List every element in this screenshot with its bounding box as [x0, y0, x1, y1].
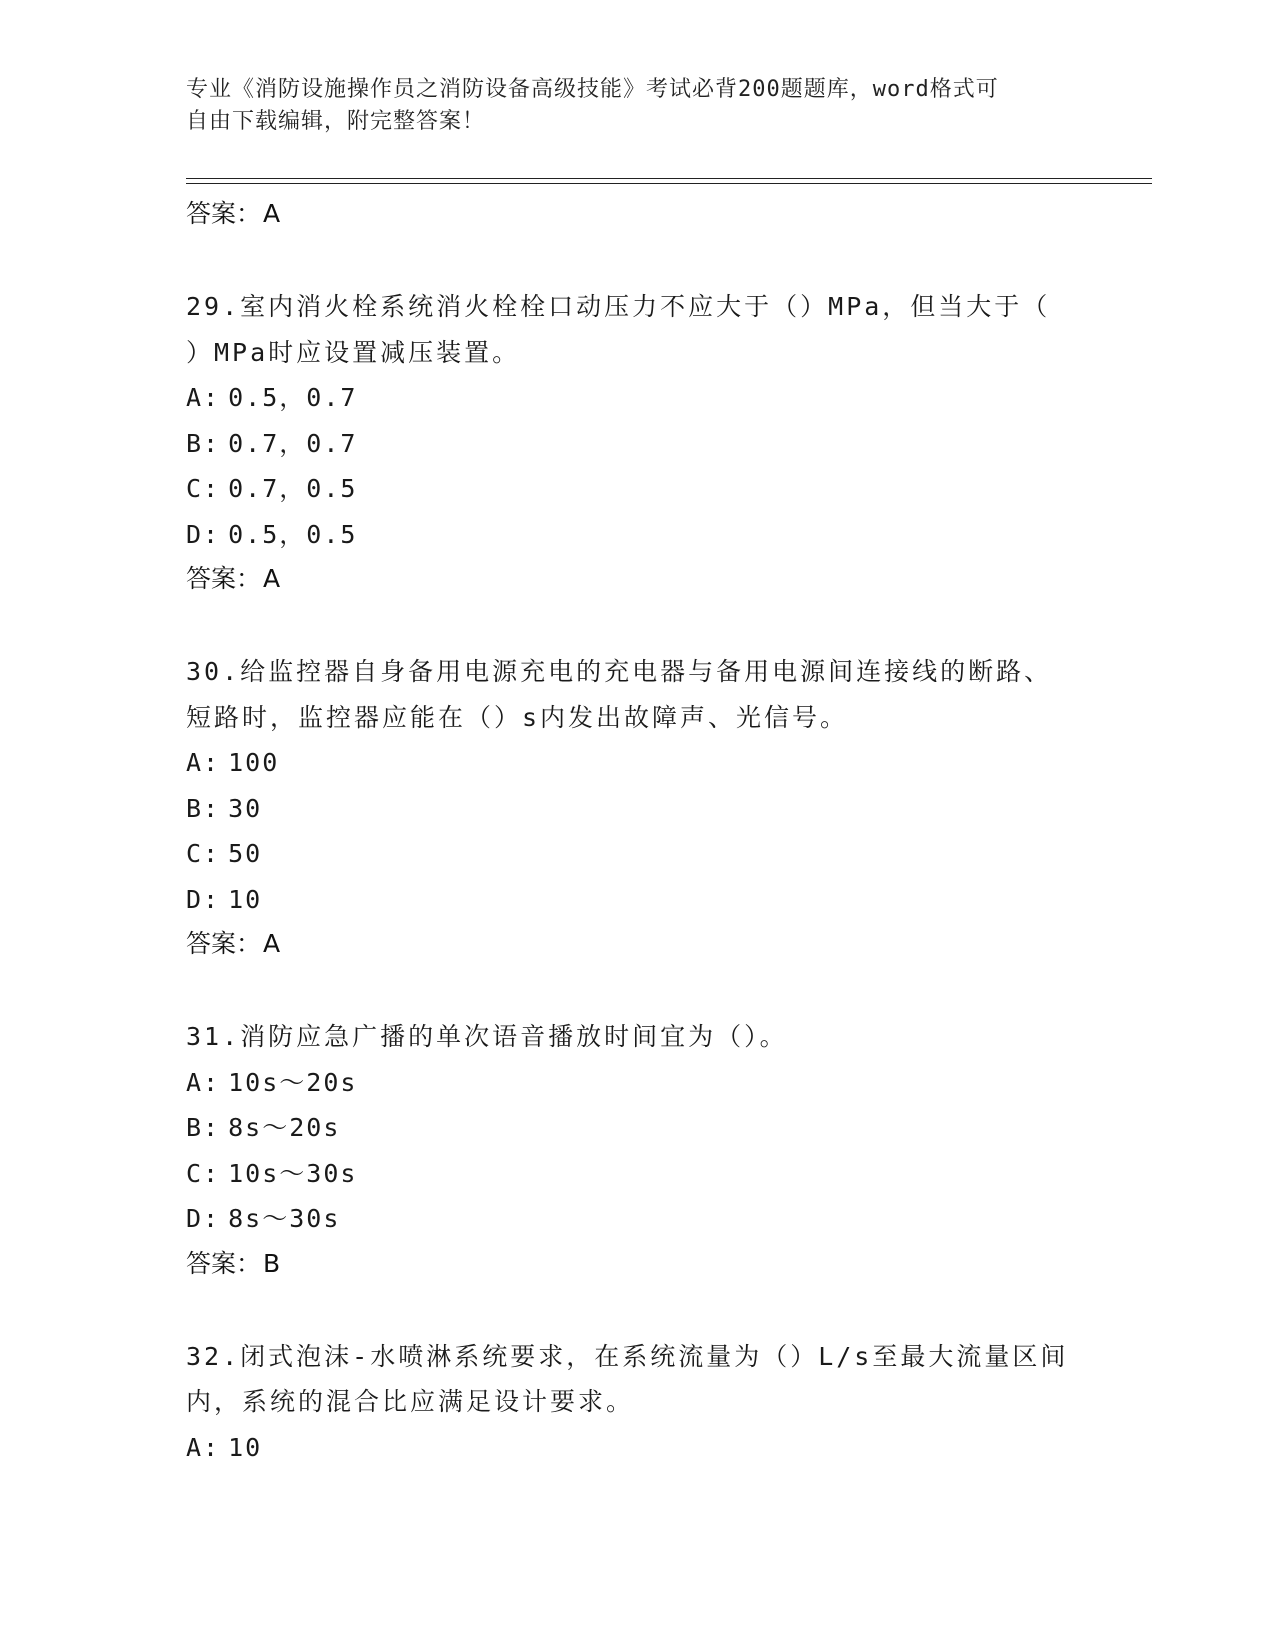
question-list — [186, 192, 1146, 1470]
option-key: C: — [186, 474, 221, 503]
answer-label: 答案： — [186, 564, 262, 593]
option-b — [186, 421, 1146, 467]
option-a — [186, 375, 1146, 421]
answer-value: B — [263, 1248, 281, 1278]
option-c — [186, 466, 1146, 512]
answer-line — [186, 922, 1146, 966]
option-text: 50 — [228, 839, 263, 868]
option-b — [186, 786, 1146, 832]
question-block — [186, 1014, 1146, 1286]
option-key: C: — [186, 839, 221, 868]
answer-label: 答案： — [186, 929, 262, 958]
option-d — [186, 1196, 1146, 1242]
question-stem-line: 29.室内消火栓系统消火栓栓口动压力不应大于（）MPa，但当大于（ — [186, 292, 1051, 321]
option-key: A: — [186, 1067, 221, 1097]
answer-label: 答案： — [186, 199, 262, 228]
header-divider — [186, 178, 1152, 179]
question-block — [186, 1334, 1146, 1471]
option-text: 10s～20s — [228, 1067, 358, 1097]
option-a — [186, 1060, 1146, 1106]
header-line-1: 专业《消防设施操作员之消防设备高级技能》考试必背200题题库，word格式可 — [186, 77, 999, 102]
option-key: A: — [186, 383, 221, 412]
option-b — [186, 1105, 1146, 1151]
question-block — [186, 284, 1146, 601]
option-key: B: — [186, 428, 221, 458]
option-a — [186, 1425, 1146, 1471]
option-key: A: — [186, 748, 221, 777]
option-text: 0.7，0.5 — [228, 474, 358, 503]
option-text: 10s～30s — [228, 1158, 358, 1188]
answer-value: A — [263, 564, 281, 593]
option-text: 8s～20s — [228, 1113, 341, 1142]
option-text: 10 — [228, 884, 263, 914]
header-divider-double — [186, 183, 1152, 184]
answer-value: A — [263, 929, 281, 958]
answer-line — [186, 1242, 1146, 1286]
question-stem-line: 31.消防应急广播的单次语音播放时间宜为（）。 — [186, 1022, 788, 1051]
answer-line — [186, 557, 1146, 601]
question-stem-line: 内，系统的混合比应满足设计要求。 — [186, 1387, 635, 1416]
option-text: 0.7，0.7 — [228, 428, 358, 458]
option-key: D: — [186, 1204, 221, 1233]
question-stem-line: 30.给监控器自身备用电源充电的充电器与备用电源间连接线的断路、 — [186, 657, 1053, 686]
answer-value: A — [263, 199, 281, 228]
question-block — [186, 649, 1146, 966]
option-key: C: — [186, 1158, 221, 1188]
option-text: 0.5，0.7 — [228, 383, 358, 412]
spacer — [186, 236, 1146, 284]
option-c — [186, 831, 1146, 877]
option-key: B: — [186, 793, 221, 823]
option-d — [186, 512, 1146, 558]
header-line-2: 自由下载编辑，附完整答案！ — [186, 109, 486, 134]
option-key: A: — [186, 1432, 221, 1462]
option-text: 30 — [228, 793, 263, 823]
option-text: 0.5，0.5 — [228, 519, 358, 549]
question-stem-line: 短路时，监控器应能在（）s内发出故障声、光信号。 — [186, 702, 849, 732]
question-stem-line: ）MPa时应设置减压装置。 — [186, 337, 521, 367]
spacer — [186, 966, 1146, 1014]
answer-line — [186, 192, 1146, 236]
option-key: B: — [186, 1113, 221, 1142]
option-key: D: — [186, 884, 221, 914]
option-c — [186, 1151, 1146, 1197]
option-a — [186, 740, 1146, 786]
spacer — [186, 601, 1146, 649]
option-text: 8s～30s — [228, 1204, 341, 1233]
option-d — [186, 877, 1146, 923]
answer-label: 答案： — [186, 1248, 262, 1278]
document-header — [186, 74, 1066, 138]
option-text: 10 — [228, 1432, 263, 1462]
question-stem-line: 32.闭式泡沫-水喷淋系统要求，在系统流量为（）L/s至最大流量区间 — [186, 1341, 1069, 1371]
option-key: D: — [186, 519, 221, 549]
option-text: 100 — [228, 748, 280, 777]
spacer — [186, 1286, 1146, 1334]
